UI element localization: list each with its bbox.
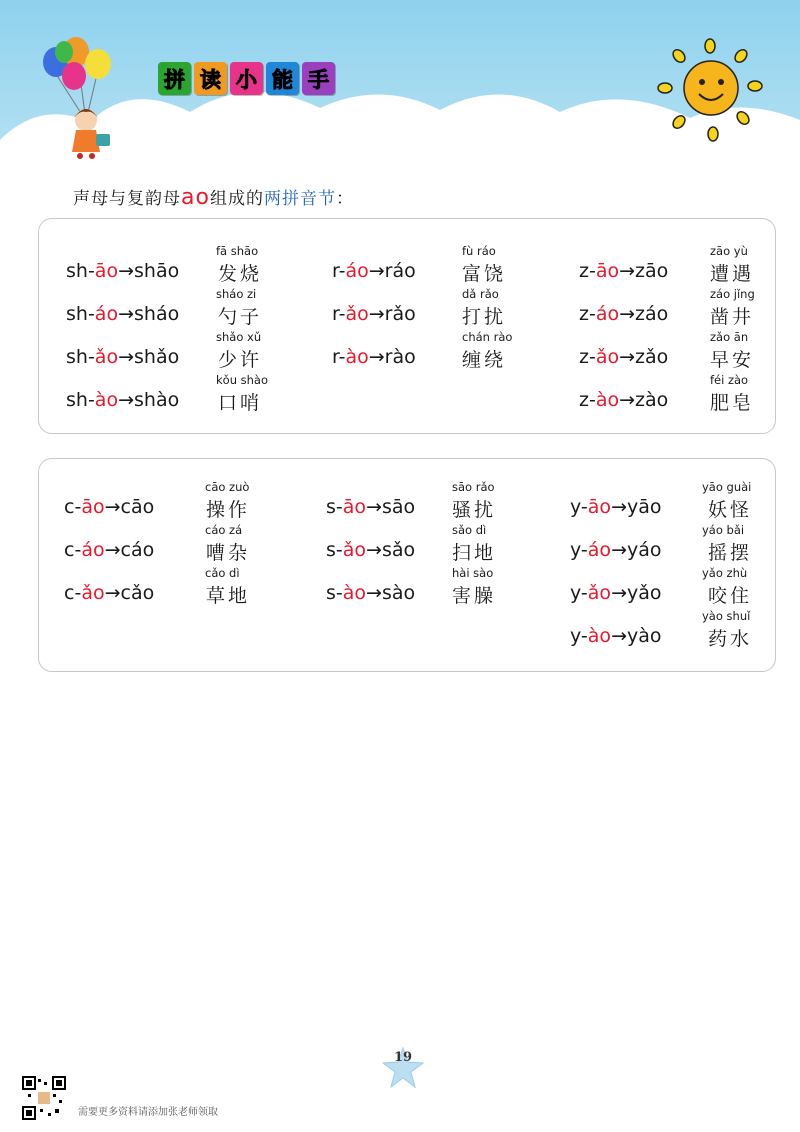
arrow: → <box>619 389 636 411</box>
result-syllable: yāo <box>626 496 662 518</box>
initial: y- <box>570 625 588 647</box>
result-syllable: shào <box>134 389 180 411</box>
result-syllable: sào <box>381 582 416 604</box>
initial: c- <box>64 539 82 561</box>
syllable-formula <box>570 539 662 561</box>
title-char: 拼 <box>158 62 191 95</box>
syllable-formula <box>579 303 668 325</box>
example-word: 缠绕 <box>462 349 507 371</box>
word-pinyin: dǎ rǎo <box>462 287 499 301</box>
initial: r- <box>332 303 346 325</box>
result-syllable: shāo <box>134 260 180 282</box>
syllable-formula <box>326 539 415 561</box>
final-ao: āo <box>94 260 119 282</box>
final-ao: áo <box>94 303 119 325</box>
syllable-formula <box>66 260 179 282</box>
syllable-formula <box>570 582 662 604</box>
initial: c- <box>64 496 82 518</box>
title-char: 读 <box>194 62 227 95</box>
example-word: 少许 <box>218 349 263 371</box>
final-ao: ǎo <box>587 582 612 604</box>
title-char: 手 <box>302 62 335 95</box>
initial: r- <box>332 260 346 282</box>
word-pinyin: féi zào <box>710 373 749 387</box>
example-word: 肥皂 <box>710 392 755 414</box>
result-syllable: ráo <box>384 260 416 282</box>
arrow: → <box>368 346 385 368</box>
arrow: → <box>104 496 121 518</box>
example-word: 勺子 <box>218 306 263 328</box>
initial: y- <box>570 582 588 604</box>
example-word: 害臊 <box>452 585 497 607</box>
example-word: 凿井 <box>710 306 755 328</box>
example-word: 嘈杂 <box>206 542 251 564</box>
arrow: → <box>611 496 627 518</box>
intro-sentence <box>73 184 354 210</box>
word-pinyin: shǎo xǔ <box>216 330 262 344</box>
arrow: → <box>104 539 121 561</box>
arrow: → <box>619 260 636 282</box>
balloon-girl-illustration <box>36 36 136 161</box>
intro-highlight: 两拼音节 <box>263 189 336 209</box>
final-ao: āo <box>342 496 367 518</box>
syllable-formula <box>579 389 668 411</box>
final-ao: áo <box>81 539 105 561</box>
final-ao: áo <box>595 303 620 325</box>
word-pinyin: hài sào <box>452 566 494 580</box>
arrow: → <box>611 539 627 561</box>
word-pinyin: chán rào <box>462 330 513 344</box>
final-ao: ǎo <box>345 303 369 325</box>
syllable-formula <box>64 539 154 561</box>
initial: sh- <box>66 303 95 325</box>
syllable-formula <box>66 346 179 368</box>
arrow: → <box>366 496 382 518</box>
result-syllable: cāo <box>120 496 155 518</box>
example-word: 口哨 <box>218 392 263 414</box>
initial: y- <box>570 539 588 561</box>
final-ao: ào <box>587 625 612 647</box>
word-pinyin: sháo zi <box>216 287 257 301</box>
final-ao: ǎo <box>342 539 367 561</box>
word-pinyin: cāo zuò <box>205 480 250 494</box>
syllable-formula <box>66 303 179 325</box>
word-pinyin: cáo zá <box>205 523 243 537</box>
final-ao: áo <box>345 260 369 282</box>
syllable-formula <box>332 346 416 368</box>
word-pinyin: fù ráo <box>462 244 496 258</box>
final-ao: āo <box>587 496 612 518</box>
example-word: 扫地 <box>452 542 497 564</box>
example-word: 妖怪 <box>708 499 753 521</box>
final-ao: ǎo <box>94 346 119 368</box>
title-char: 小 <box>230 62 263 95</box>
footer-note: 需要更多资料请添加张老师领取 <box>78 1107 218 1118</box>
intro-colon: ： <box>335 189 354 209</box>
syllable-formula <box>326 496 415 518</box>
initial: sh- <box>66 346 95 368</box>
word-pinyin: fā shāo <box>216 244 259 258</box>
arrow: → <box>368 260 385 282</box>
arrow: → <box>619 303 636 325</box>
arrow: → <box>366 539 382 561</box>
intro-text: 组成的 <box>209 189 264 209</box>
intro-text: 声母与复韵母 <box>73 189 181 209</box>
initial: sh- <box>66 260 95 282</box>
arrow: → <box>118 389 134 411</box>
initial: s- <box>326 496 343 518</box>
example-word: 发烧 <box>218 263 263 285</box>
syllable-formula <box>570 496 662 518</box>
arrow: → <box>366 582 382 604</box>
final-ao: āo <box>595 260 620 282</box>
example-word: 草地 <box>206 585 251 607</box>
initial: s- <box>326 539 343 561</box>
word-pinyin: zāo yù <box>710 244 748 258</box>
initial: z- <box>579 260 596 282</box>
final-ao: ào <box>94 389 119 411</box>
result-syllable: sāo <box>381 496 416 518</box>
word-pinyin: yào shuǐ <box>702 609 751 623</box>
arrow: → <box>104 582 121 604</box>
initial: sh- <box>66 389 95 411</box>
word-pinyin: sāo rǎo <box>452 480 495 494</box>
initial: z- <box>579 389 596 411</box>
intro-ao: ao <box>181 185 210 210</box>
example-word: 咬住 <box>708 585 753 607</box>
example-word: 富饶 <box>462 263 507 285</box>
final-ao: ǎo <box>81 582 105 604</box>
initial: c- <box>64 582 82 604</box>
example-word: 遭遇 <box>710 263 755 285</box>
arrow: → <box>368 303 385 325</box>
result-syllable: záo <box>635 303 669 325</box>
example-word: 骚扰 <box>452 499 497 521</box>
final-ao: áo <box>587 539 612 561</box>
section-title <box>158 62 335 95</box>
syllable-formula <box>326 582 415 604</box>
result-syllable: zāo <box>635 260 669 282</box>
result-syllable: yào <box>626 625 662 647</box>
result-syllable: yáo <box>626 539 662 561</box>
syllable-formula <box>332 260 416 282</box>
word-pinyin: yāo guài <box>702 480 752 494</box>
word-pinyin: kǒu shào <box>216 373 269 387</box>
title-char: 能 <box>266 62 299 95</box>
syllable-formula <box>579 346 668 368</box>
syllable-formula <box>64 496 154 518</box>
result-syllable: cáo <box>120 539 155 561</box>
result-syllable: zǎo <box>635 346 669 368</box>
final-ao: ào <box>595 389 620 411</box>
result-syllable: shǎo <box>134 346 180 368</box>
result-syllable: rǎo <box>384 303 416 325</box>
arrow: → <box>611 582 627 604</box>
syllable-formula <box>570 625 662 647</box>
arrow: → <box>619 346 636 368</box>
initial: r- <box>332 346 346 368</box>
word-pinyin: cǎo dì <box>205 566 240 580</box>
arrow: → <box>118 260 134 282</box>
example-word: 摇摆 <box>708 542 753 564</box>
syllable-formula <box>332 303 416 325</box>
example-word: 早安 <box>710 349 755 371</box>
syllable-formula <box>579 260 668 282</box>
result-syllable: yǎo <box>626 582 662 604</box>
result-syllable: rào <box>384 346 416 368</box>
page-number: 19 <box>393 1050 413 1065</box>
result-syllable: cǎo <box>120 582 155 604</box>
initial: z- <box>579 303 596 325</box>
word-pinyin: sǎo dì <box>452 523 487 537</box>
word-pinyin: yǎo zhù <box>702 566 748 580</box>
final-ao: ào <box>342 582 367 604</box>
syllable-panel-2 <box>38 458 776 672</box>
syllable-formula <box>64 582 154 604</box>
result-syllable: sháo <box>134 303 180 325</box>
word-pinyin: zǎo ān <box>710 330 749 344</box>
word-pinyin: yáo bǎi <box>702 523 745 537</box>
example-word: 药水 <box>708 628 753 650</box>
arrow: → <box>118 303 134 325</box>
arrow: → <box>118 346 134 368</box>
sun-icon <box>655 38 765 143</box>
syllable-formula <box>66 389 179 411</box>
final-ao: āo <box>81 496 105 518</box>
result-syllable: sǎo <box>381 539 416 561</box>
initial: s- <box>326 582 343 604</box>
initial: z- <box>579 346 596 368</box>
qr-code <box>22 1076 66 1120</box>
final-ao: ào <box>345 346 369 368</box>
example-word: 打扰 <box>462 306 507 328</box>
arrow: → <box>611 625 627 647</box>
result-syllable: zào <box>635 389 669 411</box>
initial: y- <box>570 496 588 518</box>
final-ao: ǎo <box>595 346 620 368</box>
example-word: 操作 <box>206 499 251 521</box>
word-pinyin: záo jǐng <box>710 287 755 301</box>
